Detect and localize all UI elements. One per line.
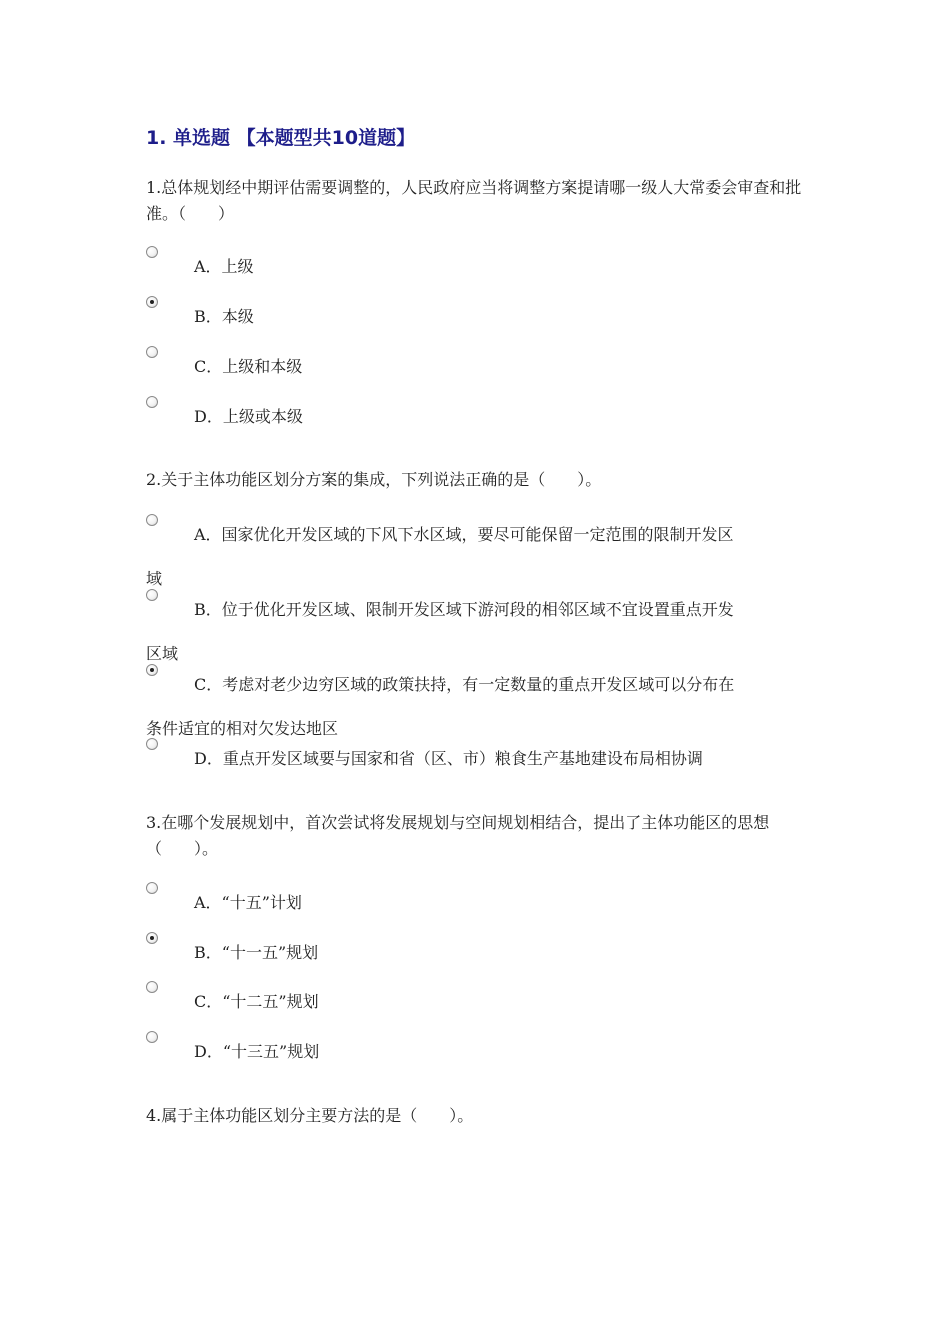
radio-button[interactable] <box>146 882 158 894</box>
q1-option-a[interactable] <box>146 254 811 280</box>
q2-option-c-continuation: 条件适宜的相对欠发达地区 <box>146 719 339 738</box>
q3-option-c[interactable] <box>146 989 811 1015</box>
radio-button-selected[interactable] <box>146 932 158 944</box>
radio-button[interactable] <box>146 246 158 258</box>
option-label: A．“十五”计划 <box>194 893 302 912</box>
q3-option-b[interactable] <box>146 940 811 966</box>
option-label: A．上级 <box>194 257 254 276</box>
radio-button[interactable] <box>146 589 158 601</box>
q2-option-d[interactable] <box>146 746 811 772</box>
question-3-stem: 3.在哪个发展规划中，首次尝试将发展规划与空间规划相结合，提出了主体功能区的思想（ ）。 <box>146 813 770 858</box>
question-4-stem: 4.属于主体功能区划分主要方法的是（ ）。 <box>146 1106 474 1125</box>
radio-button[interactable] <box>146 346 158 358</box>
q2-option-a-continuation: 域 <box>146 569 163 588</box>
question-2-stem: 2.关于主体功能区划分方案的集成，下列说法正确的是（ ）。 <box>146 470 602 489</box>
option-label: D．上级或本级 <box>194 407 303 426</box>
q3-option-a[interactable] <box>146 890 811 916</box>
option-label: D．重点开发区域要与国家和省（区、市）粮食生产基地建设布局相协调 <box>194 749 703 768</box>
section-title: 1. 单选题 【本题型共10道题】 <box>146 127 416 149</box>
option-label: A．国家优化开发区域的下风下水区域，要尽可能保留一定范围的限制开发区 <box>194 525 734 544</box>
radio-button[interactable] <box>146 981 158 993</box>
radio-button-selected[interactable] <box>146 664 158 676</box>
q2-option-b-continuation: 区域 <box>146 644 179 663</box>
q1-option-d[interactable] <box>146 404 811 430</box>
option-label: B．“十一五”规划 <box>194 943 319 962</box>
q3-option-d[interactable] <box>146 1039 811 1065</box>
option-label: D．“十三五”规划 <box>194 1042 320 1061</box>
q2-option-c[interactable] <box>146 672 811 698</box>
q2-option-a[interactable] <box>146 522 811 548</box>
radio-button-selected[interactable] <box>146 296 158 308</box>
radio-button[interactable] <box>146 738 158 750</box>
option-label: B．本级 <box>194 307 254 326</box>
option-label: B．位于优化开发区域、限制开发区域下游河段的相邻区域不宜设置重点开发 <box>194 600 734 619</box>
option-label: C．“十二五”规划 <box>194 992 319 1011</box>
q1-option-b[interactable] <box>146 304 811 330</box>
question-1-stem: 1.总体规划经中期评估需要调整的，人民政府应当将调整方案提请哪一级人大常委会审查和批准。（ ） <box>146 178 802 223</box>
option-label: C．上级和本级 <box>194 357 303 376</box>
radio-button[interactable] <box>146 396 158 408</box>
radio-button[interactable] <box>146 514 158 526</box>
radio-button[interactable] <box>146 1031 158 1043</box>
q2-option-b[interactable] <box>146 597 811 623</box>
q1-option-c[interactable] <box>146 354 811 380</box>
option-label: C．考虑对老少边穷区域的政策扶持，有一定数量的重点开发区域可以分布在 <box>194 675 735 694</box>
